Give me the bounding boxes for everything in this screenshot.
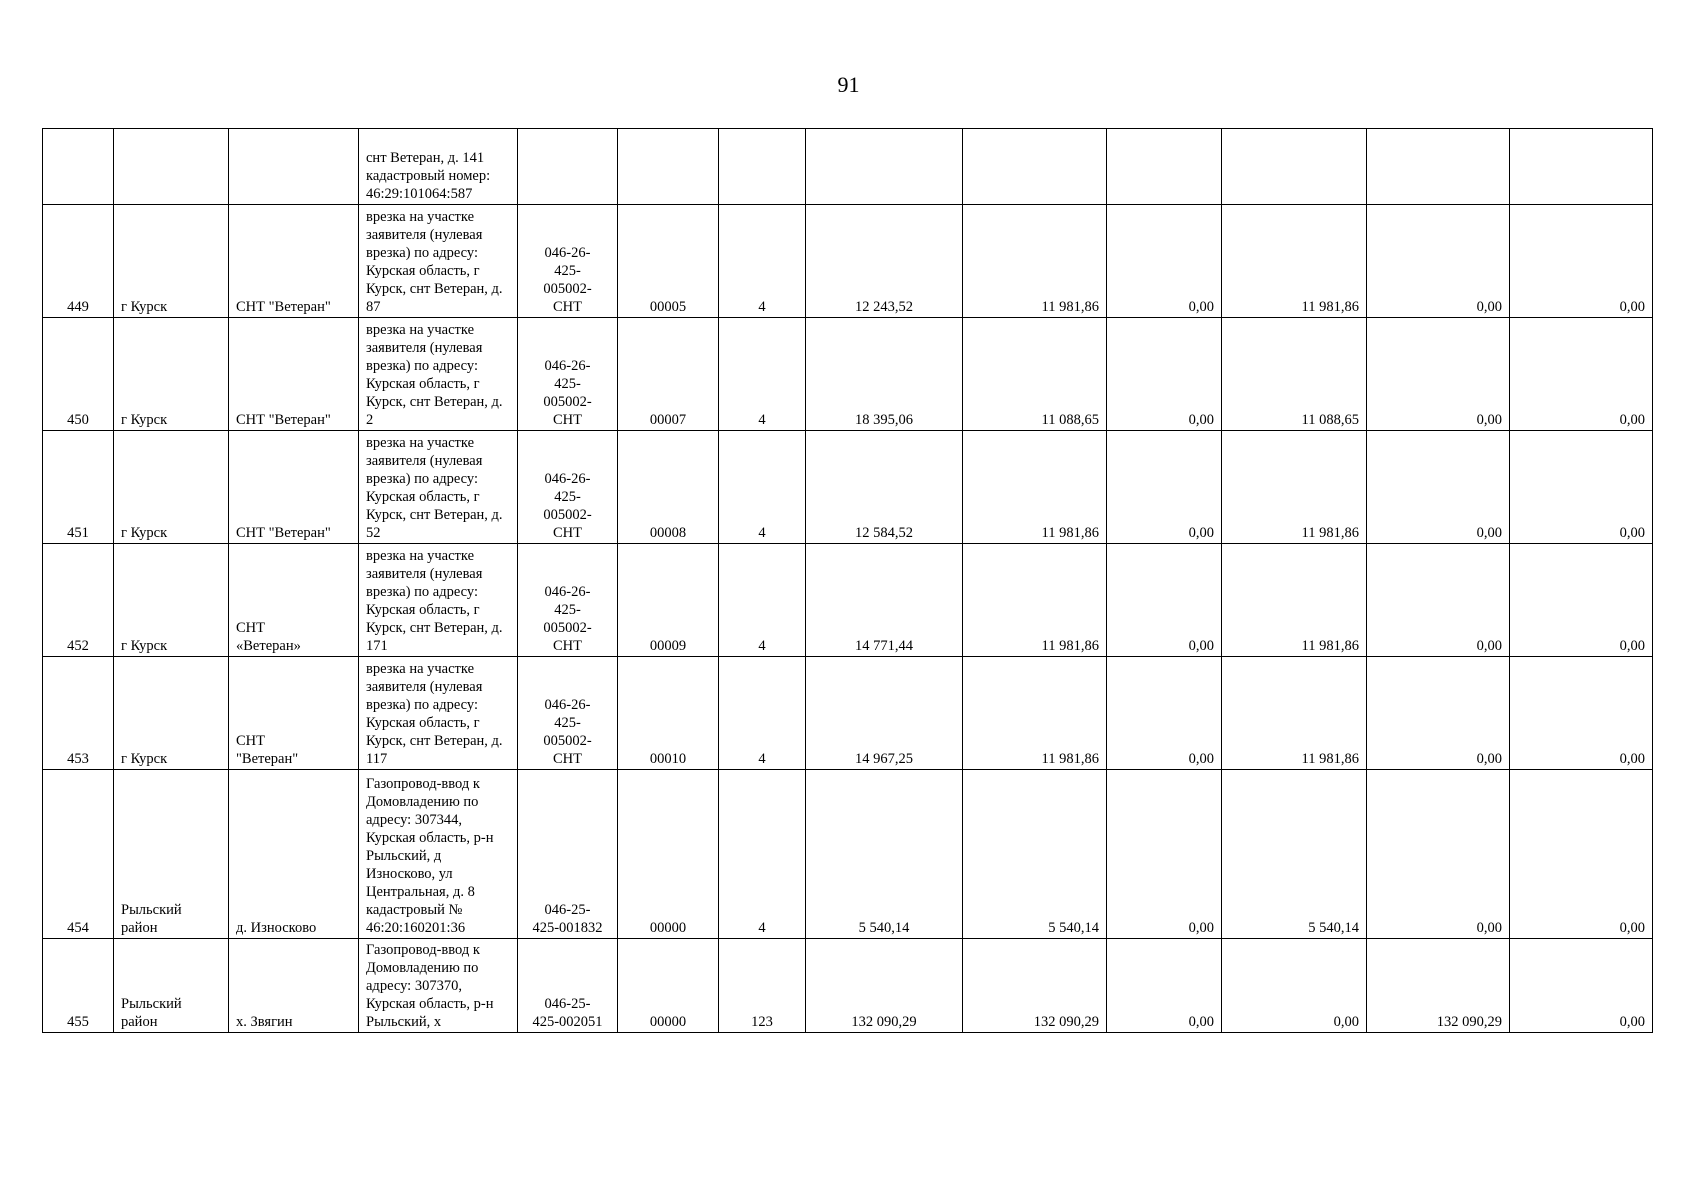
cell-code: 046-26- 425- 005002- СНТ [518,657,618,770]
cell-district: г Курск [114,431,229,544]
table-row [43,205,1653,318]
cell-object-code [618,129,719,205]
cell-quantity: 4 [719,205,806,318]
cell-settlement: СНТ "Ветеран" [229,431,359,544]
cell-description: Газопровод-ввод к Домовладению по адресу: 307370, Курская область, р-н Рыльский, х [359,939,518,1033]
cell-amount-2: 132 090,29 [963,939,1107,1033]
cell-quantity: 4 [719,657,806,770]
table-row [43,318,1653,431]
cell-amount-1: 18 395,06 [806,318,963,431]
cell-row-number: 452 [43,544,114,657]
page-number: 91 [837,72,860,97]
cell-code: 046-26- 425- 005002- СНТ [518,544,618,657]
cell-amount-3: 0,00 [1107,544,1222,657]
cell-code: 046-25- 425-002051 [518,939,618,1033]
cell-amount-2: 11 981,86 [963,657,1107,770]
cell-object-code: 00000 [618,939,719,1033]
cell-description: снт Ветеран, д. 141 кадастровый номер: 46:29:101064:587 [359,129,518,205]
cell-amount-4: 5 540,14 [1222,770,1367,939]
cell-amount-1: 14 771,44 [806,544,963,657]
cell-amount-6: 0,00 [1510,205,1653,318]
cell-row-number: 453 [43,657,114,770]
cell-description: врезка на участке заявителя (нулевая врезка) по адресу: Курская область, г Курск, снт Ветеран, д. 52 [359,431,518,544]
cell-amount-2: 11 981,86 [963,205,1107,318]
cell-amount-4: 11 088,65 [1222,318,1367,431]
table-row [43,544,1653,657]
cell-district: Рыльский район [114,939,229,1033]
cell-object-code: 00005 [618,205,719,318]
table-row [43,129,1653,205]
cell-district [114,129,229,205]
cell-amount-6: 0,00 [1510,431,1653,544]
cell-settlement: х. Звягин [229,939,359,1033]
cell-amount-1: 12 584,52 [806,431,963,544]
cell-object-code: 00007 [618,318,719,431]
cell-row-number: 451 [43,431,114,544]
cell-amount-3: 0,00 [1107,770,1222,939]
cell-row-number [43,129,114,205]
cell-amount-3: 0,00 [1107,657,1222,770]
cell-code: 046-25- 425-001832 [518,770,618,939]
cell-amount-5: 132 090,29 [1367,939,1510,1033]
cell-amount-5: 0,00 [1367,318,1510,431]
cell-amount-5 [1367,129,1510,205]
cell-settlement: СНТ "Ветеран" [229,205,359,318]
cell-district: г Курск [114,318,229,431]
cell-district: Рыльский район [114,770,229,939]
cell-quantity: 4 [719,544,806,657]
table-row [43,770,1653,939]
cell-description: врезка на участке заявителя (нулевая врезка) по адресу: Курская область, г Курск, снт Ветеран, д. 87 [359,205,518,318]
cell-quantity: 4 [719,770,806,939]
cell-description: Газопровод-ввод к Домовладению по адресу: 307344, Курская область, р-н Рыльский, д Износково, ул Центральная, д. 8 кадастровый № 46:20:160201:36 [359,770,518,939]
cell-amount-6: 0,00 [1510,318,1653,431]
cell-code: 046-26- 425- 005002- СНТ [518,431,618,544]
cell-amount-2: 11 981,86 [963,544,1107,657]
cell-description: врезка на участке заявителя (нулевая врезка) по адресу: Курская область, г Курск, снт Ветеран, д. 117 [359,657,518,770]
cell-row-number: 455 [43,939,114,1033]
cell-amount-5: 0,00 [1367,544,1510,657]
table-row [43,657,1653,770]
cell-object-code: 00000 [618,770,719,939]
cell-code [518,129,618,205]
cell-amount-3 [1107,129,1222,205]
cell-amount-5: 0,00 [1367,657,1510,770]
cell-settlement [229,129,359,205]
cell-amount-6: 0,00 [1510,657,1653,770]
cell-amount-3: 0,00 [1107,318,1222,431]
cell-row-number: 450 [43,318,114,431]
cell-settlement: д. Износково [229,770,359,939]
cell-amount-5: 0,00 [1367,431,1510,544]
cell-amount-3: 0,00 [1107,939,1222,1033]
cell-settlement: СНТ «Ветеран» [229,544,359,657]
cell-amount-2: 11 088,65 [963,318,1107,431]
cell-settlement: СНТ "Ветеран" [229,318,359,431]
cell-amount-1 [806,129,963,205]
cell-quantity [719,129,806,205]
cell-object-code: 00010 [618,657,719,770]
cell-amount-3: 0,00 [1107,205,1222,318]
cell-code: 046-26- 425- 005002- СНТ [518,318,618,431]
cell-row-number: 454 [43,770,114,939]
table-row [43,431,1653,544]
cell-amount-4: 11 981,86 [1222,544,1367,657]
cell-amount-2: 5 540,14 [963,770,1107,939]
cell-code: 046-26- 425- 005002- СНТ [518,205,618,318]
cell-district: г Курск [114,544,229,657]
cell-amount-3: 0,00 [1107,431,1222,544]
cell-district: г Курск [114,205,229,318]
cell-description: врезка на участке заявителя (нулевая врезка) по адресу: Курская область, г Курск, снт Ветеран, д. 2 [359,318,518,431]
cell-amount-4: 11 981,86 [1222,431,1367,544]
cell-amount-1: 14 967,25 [806,657,963,770]
cell-amount-4 [1222,129,1367,205]
cell-amount-1: 5 540,14 [806,770,963,939]
cell-amount-2 [963,129,1107,205]
registry-table [42,128,1653,1033]
cell-amount-5: 0,00 [1367,205,1510,318]
cell-description: врезка на участке заявителя (нулевая врезка) по адресу: Курская область, г Курск, снт Ветеран, д. 171 [359,544,518,657]
cell-amount-4: 11 981,86 [1222,657,1367,770]
cell-row-number: 449 [43,205,114,318]
cell-amount-6: 0,00 [1510,770,1653,939]
cell-settlement: СНТ "Ветеран" [229,657,359,770]
table-row [43,939,1653,1033]
cell-amount-5: 0,00 [1367,770,1510,939]
cell-quantity: 4 [719,431,806,544]
cell-amount-6 [1510,129,1653,205]
cell-amount-6: 0,00 [1510,939,1653,1033]
cell-district: г Курск [114,657,229,770]
cell-object-code: 00008 [618,431,719,544]
cell-amount-1: 132 090,29 [806,939,963,1033]
cell-object-code: 00009 [618,544,719,657]
cell-quantity: 123 [719,939,806,1033]
cell-quantity: 4 [719,318,806,431]
cell-amount-4: 0,00 [1222,939,1367,1033]
cell-amount-6: 0,00 [1510,544,1653,657]
cell-amount-2: 11 981,86 [963,431,1107,544]
cell-amount-4: 11 981,86 [1222,205,1367,318]
cell-amount-1: 12 243,52 [806,205,963,318]
